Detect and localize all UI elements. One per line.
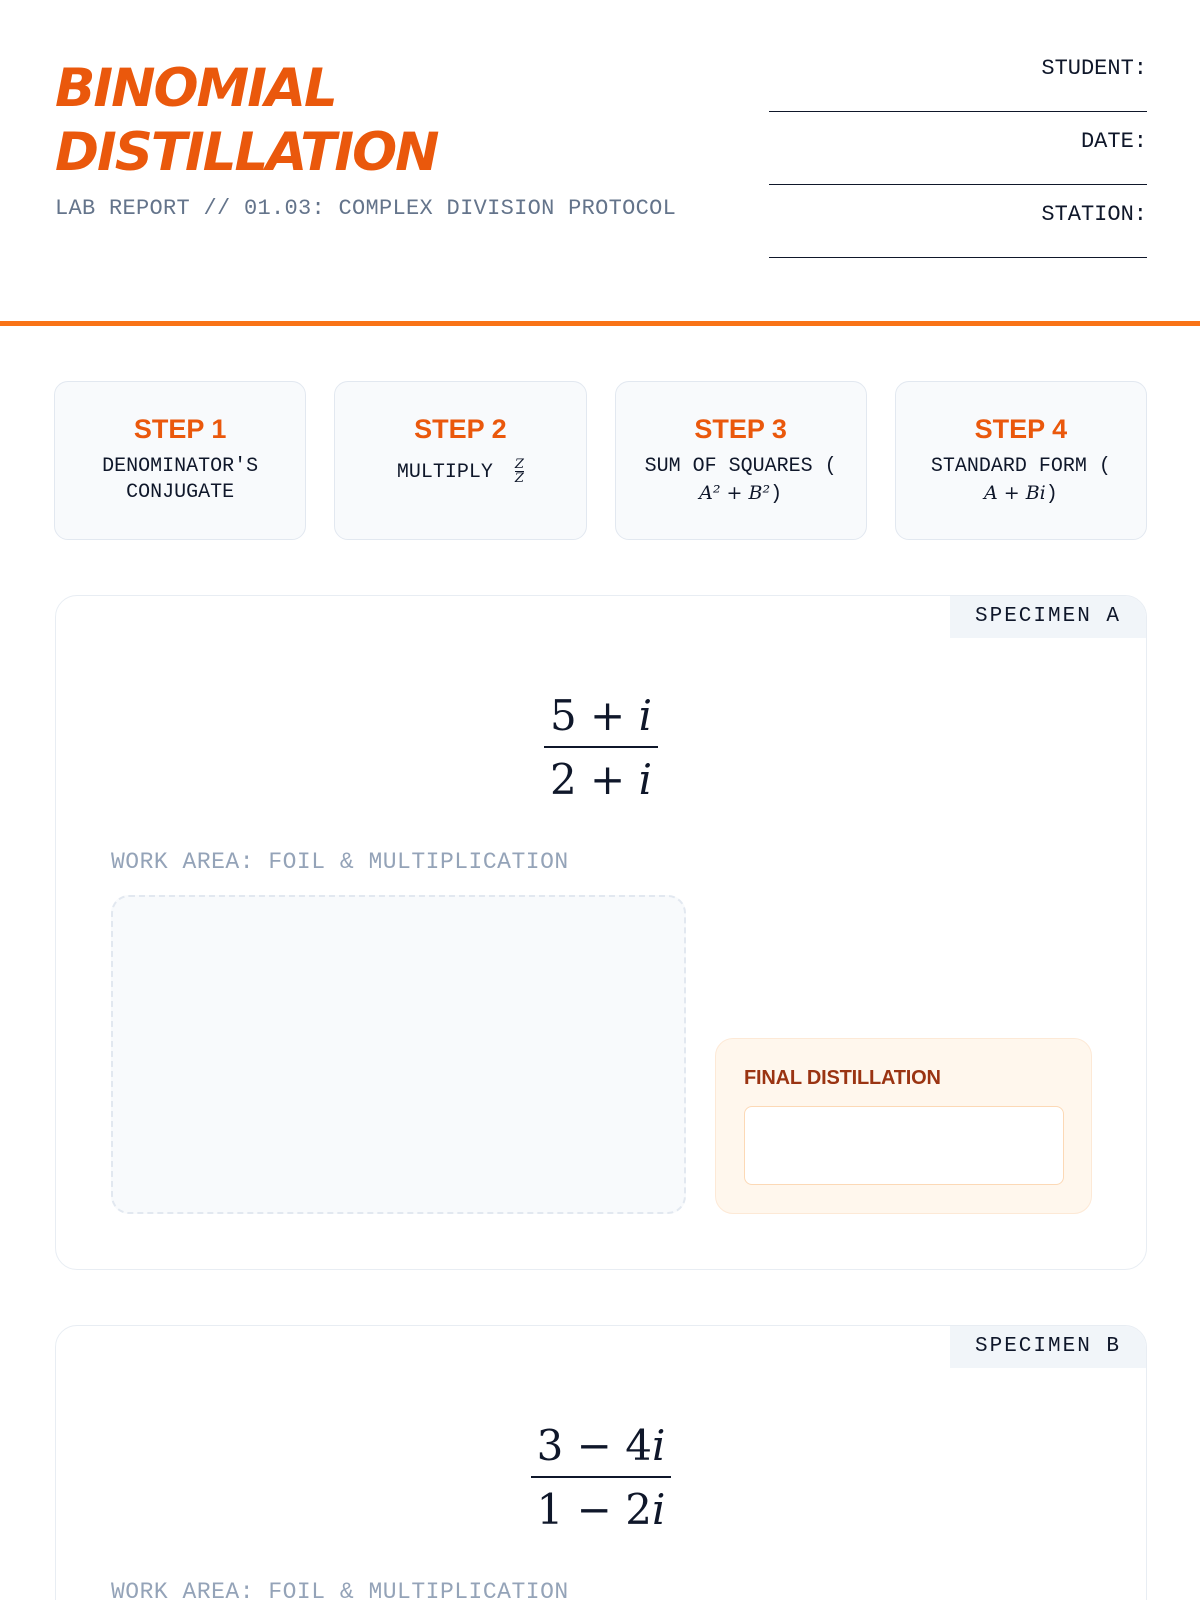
step-desc-text: SUM OF SQUARES ( bbox=[644, 455, 837, 478]
step-desc-close: ) bbox=[1045, 483, 1058, 506]
worksheet-title bbox=[55, 57, 438, 185]
station-write-line[interactable] bbox=[769, 257, 1147, 258]
step-card-4 bbox=[895, 381, 1147, 540]
station-label: STATION: bbox=[1041, 202, 1147, 227]
conjugate-fraction bbox=[515, 458, 524, 485]
fraction bbox=[531, 1422, 672, 1534]
fraction-top: Z bbox=[514, 457, 524, 472]
step-desc-text: MULTIPLY bbox=[396, 460, 493, 484]
step-description bbox=[55, 454, 305, 506]
final-distillation-box bbox=[715, 1038, 1092, 1214]
date-label: DATE: bbox=[1080, 129, 1147, 154]
division-expression bbox=[56, 692, 1146, 804]
step-desc-line: CONJUGATE bbox=[126, 481, 235, 504]
work-area-label: WORK AREA: FOIL & MULTIPLICATION bbox=[111, 849, 569, 875]
denominator-real: 2 + bbox=[549, 755, 639, 804]
student-label: STUDENT: bbox=[1041, 56, 1147, 81]
work-area[interactable] bbox=[111, 895, 686, 1214]
numerator-imag-unit: i bbox=[638, 691, 653, 740]
denominator bbox=[531, 1478, 672, 1534]
step-card-1 bbox=[54, 381, 306, 540]
date-write-line[interactable] bbox=[769, 184, 1147, 185]
work-area-label: WORK AREA: FOIL & MULTIPLICATION bbox=[111, 1579, 569, 1600]
step-math: A + Bi bbox=[983, 482, 1046, 504]
step-desc-close: ) bbox=[770, 483, 783, 506]
step-card-3 bbox=[615, 381, 867, 540]
student-info-fields bbox=[769, 55, 1147, 274]
student-write-line[interactable] bbox=[769, 111, 1147, 112]
specimen-card-b bbox=[55, 1325, 1147, 1600]
step-desc-text: STANDARD FORM ( bbox=[930, 455, 1111, 478]
numerator-imag-unit: i bbox=[651, 1421, 666, 1470]
step-description bbox=[335, 458, 585, 486]
step-title: STEP 3 bbox=[694, 414, 787, 444]
final-answer-field[interactable] bbox=[744, 1106, 1064, 1185]
fraction bbox=[544, 692, 658, 804]
step-description bbox=[896, 454, 1146, 508]
worksheet-subtitle: LAB REPORT // 01.03: COMPLEX DIVISION PROTOCOL bbox=[55, 196, 677, 221]
numerator bbox=[544, 692, 658, 748]
denominator-imag-unit: i bbox=[651, 1485, 666, 1534]
final-distillation-title: FINAL DISTILLATION bbox=[744, 1067, 941, 1089]
step-title: STEP 2 bbox=[414, 414, 507, 444]
denominator bbox=[544, 748, 658, 804]
step-desc-line: DENOMINATOR'S bbox=[102, 455, 259, 478]
numerator bbox=[531, 1422, 672, 1478]
title-line-1: BINOMIAL bbox=[55, 58, 336, 119]
numerator-real: 5 + bbox=[549, 691, 639, 740]
step-title: STEP 1 bbox=[133, 414, 227, 444]
specimen-tag: SPECIMEN A bbox=[950, 596, 1146, 638]
step-title: STEP 4 bbox=[974, 414, 1068, 444]
numerator-real: 3 − 4 bbox=[536, 1421, 652, 1470]
station-field bbox=[769, 201, 1147, 274]
step-card-2 bbox=[334, 381, 586, 540]
specimen-tag: SPECIMEN B bbox=[950, 1326, 1146, 1368]
step-math: A² + B² bbox=[699, 482, 771, 504]
header-divider bbox=[0, 321, 1200, 326]
step-description bbox=[616, 454, 866, 508]
student-field bbox=[769, 55, 1147, 128]
specimen-card-a bbox=[55, 595, 1147, 1270]
division-expression bbox=[56, 1422, 1146, 1534]
fraction-bottom: Z bbox=[514, 471, 524, 486]
title-line-2: DISTILLATION bbox=[55, 122, 438, 183]
denominator-imag-unit: i bbox=[638, 755, 653, 804]
steps-row bbox=[54, 381, 1147, 540]
denominator-real: 1 − 2 bbox=[536, 1485, 652, 1534]
date-field bbox=[769, 128, 1147, 201]
